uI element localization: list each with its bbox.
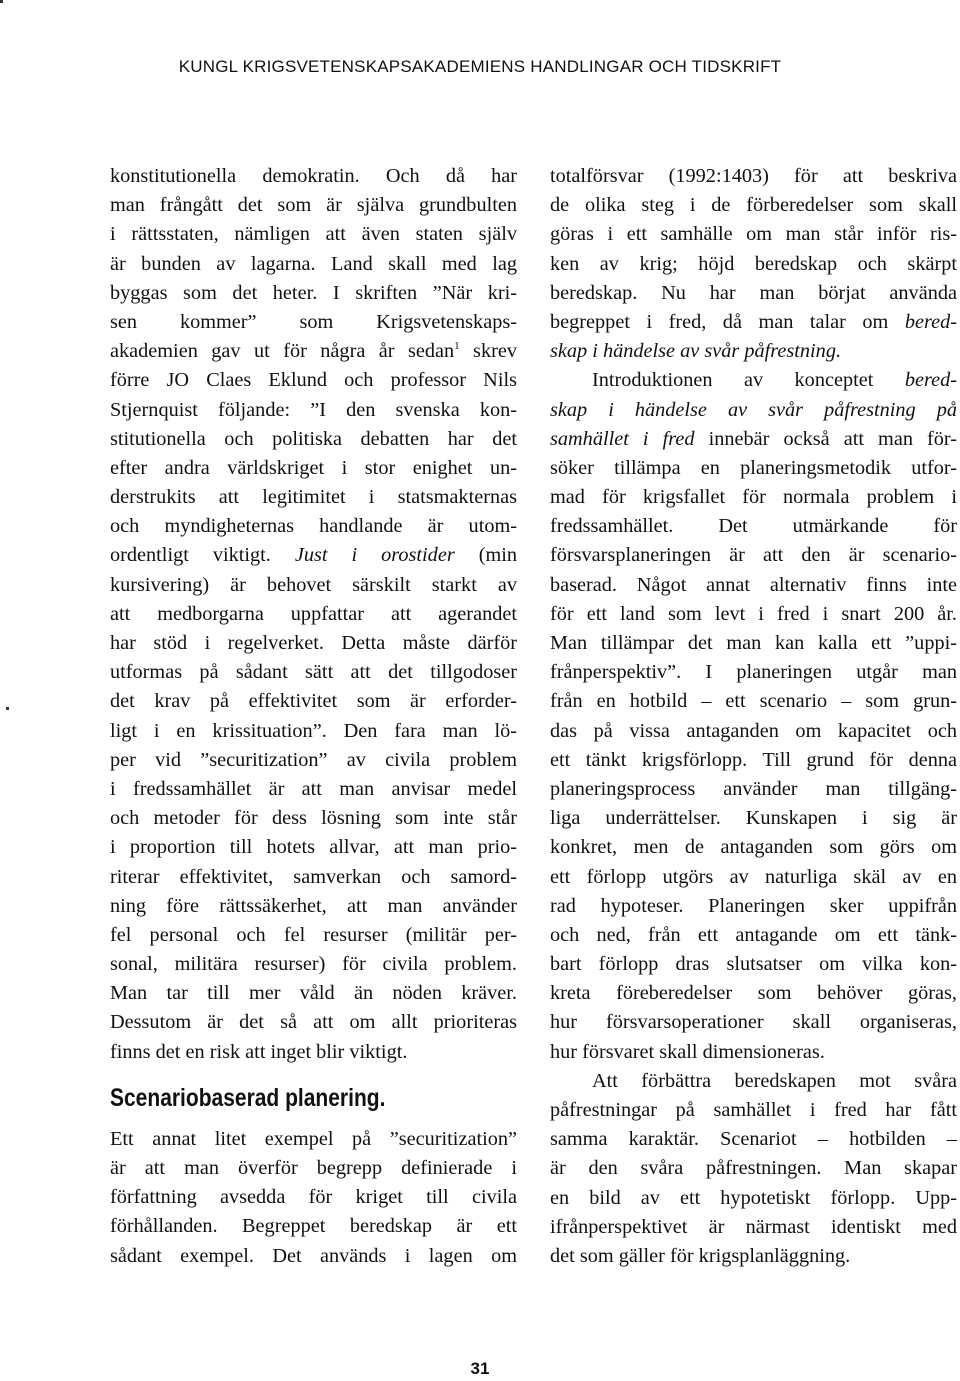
text-line-italic [550, 396, 957, 425]
text-line: ett tänkt krigsförlopp. Till grund för denna [550, 748, 957, 771]
text-line: beredskap. Nu har man börjat använda [550, 281, 957, 304]
text-segment: ordentligt viktigt. [110, 544, 295, 567]
left-para1-c [110, 571, 517, 1067]
italic-segment: bered- [904, 310, 957, 333]
text-line: hur försvarsoperationer skall organiseras, [550, 1011, 957, 1034]
left-para2 [110, 1125, 517, 1271]
text-line: det krav på effektivitet som är erforder- [110, 690, 517, 713]
text-line: ett förlopp utgörs av naturliga skäl av en [550, 865, 957, 888]
text-line: planeringsprocess använder man tillgäng- [550, 777, 957, 800]
text-line: det som gäller för krigsplanläggning. [550, 1244, 851, 1267]
text-line-with-italic [110, 541, 517, 570]
italic-segment: skap i händelse av svår påfrestning. [550, 340, 842, 363]
text-line: påfrestningar på samhället i fred har fått [550, 1099, 957, 1121]
section-heading: Scenariobaserad planering. [110, 1083, 386, 1112]
text-line: i fredssamhället är att man anvisar medel [110, 777, 517, 800]
text-line: fel personal och fel resurser (militär per- [110, 923, 517, 946]
scan-mark-top [0, 0, 3, 3]
text-line: och myndigheternas handlande är utom- [110, 515, 517, 538]
text-line: ifrånperspektivet är närmast identiskt med [550, 1215, 957, 1238]
text-line: försvarsplaneringen är att den är scenario- [550, 544, 957, 567]
left-column [110, 162, 517, 1271]
text-line: för ett land som levt i fred i snart 200 år. [550, 602, 957, 625]
right-para1 [550, 162, 957, 366]
text-line: sen kommer” som Krigsvetenskaps- [110, 310, 517, 333]
text-line: söker tillämpa en planeringsmetodik utfor- [550, 456, 957, 479]
left-para1-a [110, 162, 517, 366]
text-line: fredssamhället. Det utmärkande för [550, 515, 957, 538]
text-line: Ett annat litet exempel på ”securitization” [110, 1127, 517, 1150]
text-line: bart förlopp dras slutsatser om vilka kon- [550, 953, 957, 976]
text-segment: begreppet i fred, då man talar om [550, 310, 905, 333]
text-line: byggas som det heter. I skriften ”När kri- [110, 281, 517, 304]
text-line-with-italic [550, 366, 957, 395]
text-line: hur försvaret skall dimensioneras. [550, 1040, 825, 1063]
text-segment: (min [454, 544, 517, 567]
text-line: Stjernquist följande: ”I den svenska kon- [110, 398, 517, 421]
left-para1-b [110, 366, 517, 570]
text-line: i proportion till hotets allvar, att man prio- [110, 836, 517, 859]
text-line-with-italic [550, 308, 957, 337]
text-line: författning avsedda för kriget till civila [110, 1186, 517, 1209]
text-line: finns det en risk att inget blir viktigt. [110, 1040, 408, 1063]
text-line: man frångått det som är själva grundbulten [110, 194, 517, 217]
text-line: ken av krig; höjd beredskap och skärpt [550, 252, 957, 275]
text-segment: skrev [459, 340, 517, 363]
scan-mark-side [6, 707, 9, 710]
text-line: riterar effektivitet, samverkan och samord- [110, 865, 517, 888]
text-line: i rättsstaten, nämligen att även staten själv [110, 223, 517, 246]
text-line: mad för krigsfallet för normala problem i [550, 486, 957, 509]
text-segment: Introduktionen av konceptet [592, 369, 905, 392]
text-line: samma karaktär. Scenariot – hotbilden – [550, 1128, 957, 1151]
running-header: KUNGL KRIGSVETENSKAPSAKADEMIENS HANDLINGAR OCH TIDSKRIFT [178, 57, 782, 76]
italic-segment: bered- [904, 369, 957, 392]
text-line: förre JO Claes Eklund och professor Nils [110, 369, 517, 392]
text-line: och metoder för dess lösning som inte står [110, 807, 517, 830]
text-line: Man tar till mer våld än nöden kräver. [110, 982, 517, 1005]
text-line: rad hypoteser. Planeringen sker uppifrån [550, 894, 957, 917]
italic-segment: Just i orostider [294, 544, 455, 567]
text-line: frånperspektiv”. I planeringen utgår man [550, 661, 957, 684]
text-line-with-footnote [110, 337, 517, 366]
text-line: göras i ett samhälle om man står inför ris- [550, 223, 957, 246]
text-segment: akademien gav ut för några år sedan [110, 340, 455, 363]
text-line-with-italic [550, 425, 957, 454]
text-line: ligt i en krissituation”. Den fara man lö- [110, 719, 517, 742]
text-line: totalförsvar (1992:1403) för att beskriva [550, 165, 957, 187]
text-line: är den svåra påfrestningen. Man skapar [550, 1157, 957, 1180]
text-line: från en hotbild – ett scenario – som grun- [550, 690, 957, 713]
text-line: och ned, från ett antagande om ett tänk- [550, 923, 957, 946]
right-column [550, 162, 957, 1271]
text-line: konstitutionella demokratin. Och då har [110, 165, 517, 187]
text-line: Man tillämpar det man kan kalla ett ”uppi- [550, 632, 957, 654]
text-line: efter andra världskriget i stor enighet un- [110, 456, 517, 479]
text-line: en bild av ett hypotetiskt förlopp. Upp- [550, 1186, 957, 1209]
text-line: är att man överför begrepp definierade i [110, 1157, 517, 1179]
footnote-ref[interactable]: 1 [454, 340, 460, 353]
text-line: das på vissa antaganden om kapacitet och [550, 719, 957, 742]
text-line: utformas på sådant sätt att det tillgodoser [110, 661, 517, 684]
text-line: ning före rättssäkerhet, att man använder [110, 894, 517, 917]
text-line: baserad. Något annat alternativ finns inte [550, 573, 957, 596]
text-line: stitutionella och politiska debatten har det [110, 427, 517, 450]
text-line: sonal, militära resurser) för civila problem. [110, 953, 517, 976]
text-line: kreta föreberedelser som behöver göras, [550, 982, 957, 1005]
text-line: kursivering) är behovet särskilt starkt av [110, 573, 517, 596]
italic-segment: skap i händelse av svår påfrestning på [550, 398, 957, 421]
text-line: konkret, men de antaganden som görs om [550, 836, 957, 859]
italic-segment: samhället i fred [550, 427, 695, 450]
text-line: att medborgarna uppfattar att agerandet [110, 602, 517, 625]
text-line: är bunden av lagarna. Land skall med lag [110, 252, 517, 275]
page-number: 31 [470, 1359, 490, 1378]
text-line: derstrukits att legitimitet i statsmakternas [110, 486, 517, 509]
text-line: förhållanden. Begreppet beredskap är ett [110, 1215, 517, 1238]
text-line: Att förbättra beredskapen mot svåra [592, 1069, 957, 1092]
text-line: har stöd i regelverket. Detta måste därför [110, 632, 517, 654]
text-line: liga underrättelser. Kunskapen i sig är [550, 807, 957, 830]
text-segment: innebär också att man för- [694, 427, 958, 450]
text-line: sådant exempel. Det används i lagen om [110, 1244, 517, 1267]
text-line: Dessutom är det så att om allt prioriteras [110, 1011, 517, 1034]
text-line-italic [550, 337, 957, 366]
text-line: per vid ”securitization” av civila problem [110, 748, 517, 771]
right-para2 [550, 366, 957, 1067]
right-para3 [550, 1067, 957, 1271]
text-line: de olika steg i de förberedelser som skall [550, 194, 957, 217]
